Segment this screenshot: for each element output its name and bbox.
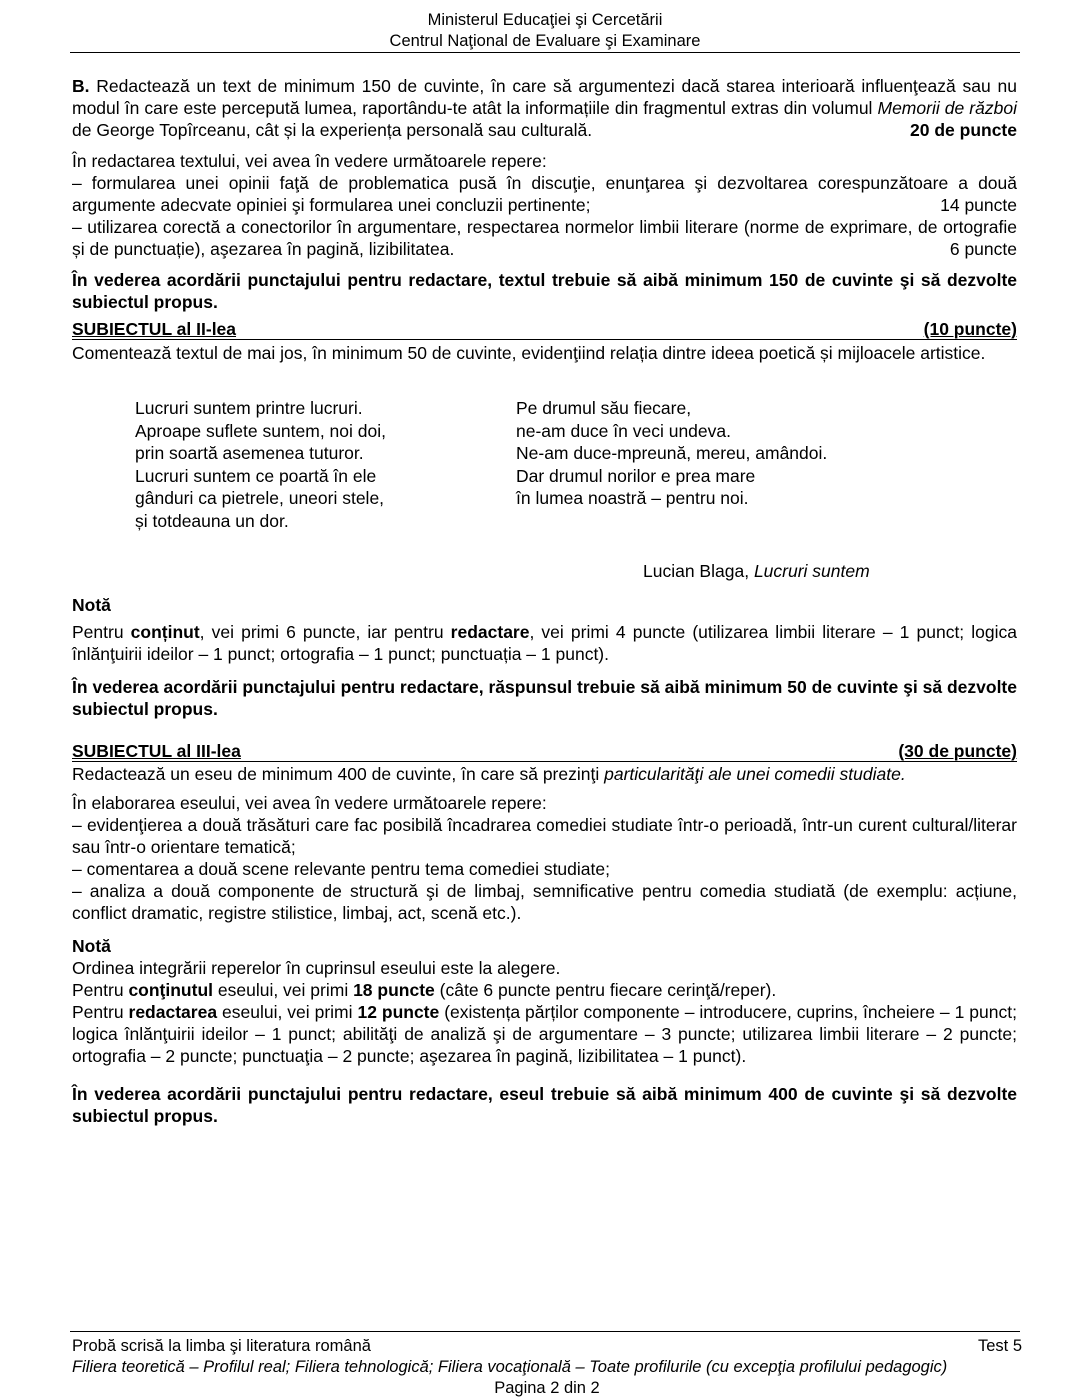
- subject2-bold-note: În vederea acordării punctajului pentru redactare, răspunsul trebuie să aibă minimum 50 de cuvinte şi să dezvolte subiectul propus.: [72, 677, 1017, 719]
- section-b-intro: În redactarea textului, vei avea în vedere următoarele repere:: [72, 151, 547, 171]
- poem-line: Dar drumul norilor e prea mare: [516, 465, 756, 486]
- section-b-item2: – utilizarea corectă a conectorilor în argumentare, respectarea normelor limbii literare (norme de exprimare, de ortografie și de punctuație), aşezarea în pagină, lizibilitatea.: [72, 217, 1017, 259]
- poem-title: Lucruri suntem: [753, 561, 870, 581]
- book-title: Memorii de război: [877, 98, 1017, 118]
- subject3-title: SUBIECTUL al III-lea: [72, 741, 241, 761]
- poem-line: gânduri ca pietrele, uneori stele,: [135, 488, 385, 508]
- subject2-points: (10 puncte): [923, 319, 1017, 339]
- subject3-note1: Ordinea integrării reperelor în cuprinsul eseului este la alegere.: [72, 958, 561, 978]
- subject3-note2: Pentru conţinutul eseului, vei primi 18 puncte (câte 6 puncte pentru fiecare cerinţă/reper).: [72, 980, 777, 1000]
- footer-test: Test 5: [977, 1337, 1022, 1355]
- poem-author: Lucian Blaga,: [643, 561, 750, 581]
- ministry-name: Ministerul Educaţiei şi Cercetării: [427, 11, 663, 29]
- subject2-note-text: Pentru conținut, vei primi 6 puncte, iar pentru redactare, vei primi 4 puncte (utilizarea limbii literare – 1 punct; logica înlănţuirii ideilor – 1 punct; ortografia – 1 punct; punctuația – 1 punct).: [72, 622, 1017, 664]
- section-b-item1: – formularea unei opinii faţă de problematica pusă în discuţie, enunţarea şi dezvoltarea corespunzătoare a două argumente adecvate opiniei şi formularea unei concluzii pertinente;: [72, 173, 1017, 215]
- poem-line: ne-am duce în veci undeva.: [516, 420, 731, 441]
- poem-line: Pe drumul său fiecare,: [516, 398, 692, 418]
- subject3-points: (30 de puncte): [898, 741, 1017, 761]
- footer-subject: Probă scrisă la limba şi literatura română: [72, 1337, 371, 1355]
- poem-line: în lumea noastră – pentru noi.: [516, 488, 749, 508]
- subject3-note3: Pentru redactarea eseului, vei primi 12 puncte (existența părților componente – introducere, cuprins, încheiere – 1 punct; logica înlănţuirii ideilor – 1 punct; abilităţi de analiză şi de argumentare – 3 puncte; utilizarea limbii literare – 2 puncte; ortografia – 2 puncte; punctuaţia – 2 puncte; aşezarea în pagină, lizibilitatea – 1 punct).: [72, 1002, 1017, 1066]
- subject3-heading: [72, 741, 1017, 762]
- poem-right-column: [516, 397, 827, 510]
- poem-line: Lucruri suntem printre lucruri.: [135, 398, 363, 418]
- footer-divider: [70, 1331, 1020, 1332]
- center-name: Centrul Naţional de Evaluare şi Examinare: [389, 32, 701, 50]
- subject3-item3: – analiza a două componente de structură şi de limbaj, semnificative pentru comedia studiată (de exemplu: acțiune, conflict dramatic, registre stilistice, limbaj, act, scenă etc.).: [72, 881, 1017, 923]
- subject3-note-title: Notă: [72, 936, 111, 956]
- footer-filiera: Filiera teoretică – Profilul real; Filiera tehnologică; Filiera vocaţională – Toate profilurile (cu excepţia profilului pedagogic): [72, 1358, 948, 1376]
- subject2-note: [72, 594, 1017, 665]
- subject2-note-title: Notă: [72, 595, 111, 615]
- section-b-task: B. Redactează un text de minimum 150 de cuvinte, în care să argumentezi dacă starea interioară influenţează sau nu modul în care este percepută lumea, raportându-te atât la informațiile din fragmentul extras din volumul Memorii de război de George Topîrceanu, cât și la experiența personală sau culturală.: [72, 76, 1017, 140]
- poem-line: Ne-am duce-mpreună, mereu, amândoi.: [516, 443, 828, 463]
- section-b-points: 20 de puncte: [910, 120, 1017, 140]
- section-b-item1-points: 14 puncte: [940, 195, 1017, 215]
- subject2-title: SUBIECTUL al II-lea: [72, 319, 237, 339]
- subject3-note: [72, 935, 1017, 1067]
- poem-line: Aproape suflete suntem, noi doi,: [135, 420, 386, 441]
- subject3-item2: – comentarea a două scene relevante pentru tema comediei studiate;: [72, 859, 610, 879]
- poem-left-column: [135, 397, 386, 532]
- subject2-task: Comentează textul de mai jos, în minimum 50 de cuvinte, evidenţiind relația dintre ideea poetică și mijloacele artistice.: [72, 343, 986, 363]
- poem-line: prin soartă asemenea tuturor.: [135, 443, 364, 463]
- section-b-item2-points: 6 puncte: [949, 239, 1017, 259]
- poem-attribution: [643, 560, 870, 582]
- poem-line: Lucruri suntem ce poartă în ele: [135, 465, 377, 486]
- section-b-bold-note: În vederea acordării punctajului pentru redactare, textul trebuie să aibă minimum 150 de cuvinte şi să dezvolte subiectul propus.: [72, 270, 1017, 312]
- section-b-label: B.: [72, 76, 90, 96]
- footer-page-number: Pagina 2 din 2: [494, 1379, 600, 1397]
- subject3-criteria: [72, 792, 1017, 924]
- page-header: [70, 10, 1020, 52]
- header-divider: [70, 52, 1020, 53]
- subject3-intro: În elaborarea eseului, vei avea în vedere următoarele repere:: [72, 793, 547, 813]
- poem-line: și totdeauna un dor.: [135, 510, 289, 531]
- subject2-heading: [72, 319, 1017, 340]
- subject3-item1: – evidenţierea a două trăsături care fac posibilă încadrarea comediei studiate într-o perioadă, într-un curent cultural/literar sau într-o orientare tematică;: [72, 815, 1017, 857]
- page-footer: [72, 1336, 1022, 1399]
- subject3-task: Redactează un eseu de minimum 400 de cuvinte, în care să prezinţi particularităţi ale unei comedii studiate.: [72, 764, 906, 784]
- subject3-bold-note: În vederea acordării punctajului pentru redactare, eseul trebuie să aibă minimum 400 de cuvinte şi să dezvolte subiectul propus.: [72, 1084, 1017, 1126]
